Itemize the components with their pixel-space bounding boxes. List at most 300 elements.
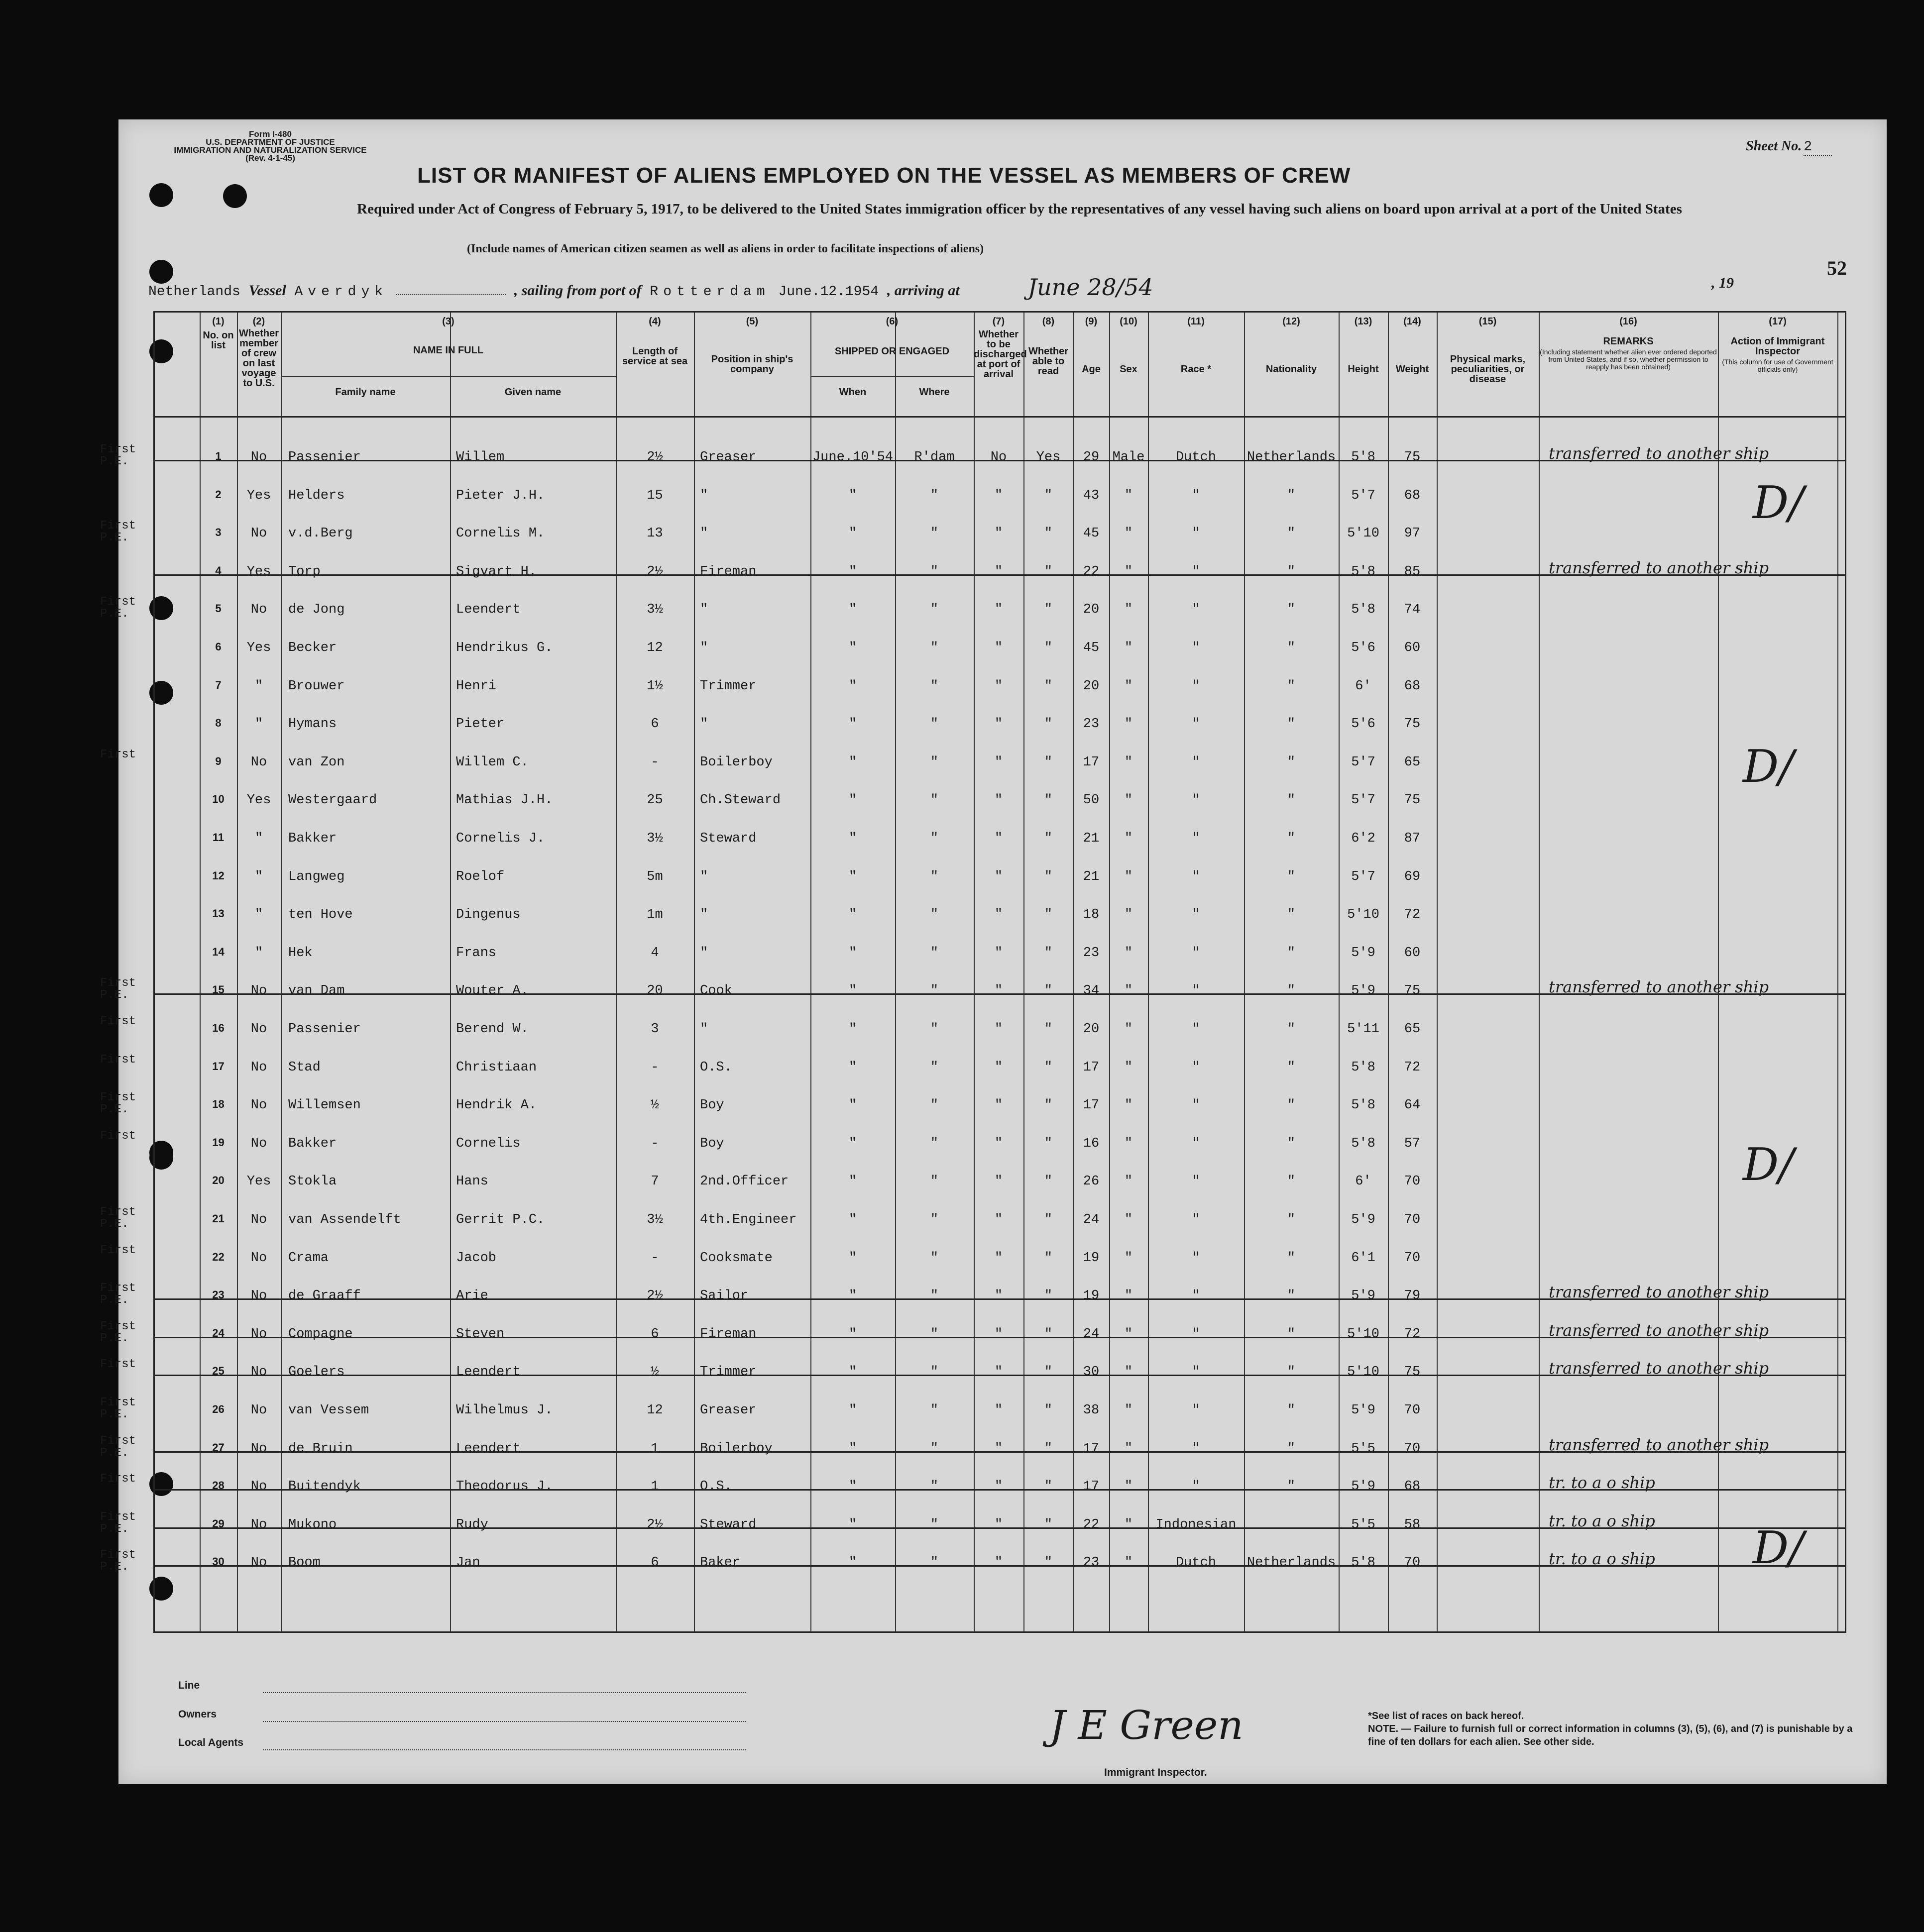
cell-service: 6 [651, 717, 659, 732]
cell-sex: " [1124, 1022, 1133, 1037]
cell-position: " [700, 526, 708, 541]
cell-race: " [1192, 754, 1200, 770]
cell-read: " [1044, 1174, 1053, 1189]
cell-given: Hendrik A. [456, 1098, 537, 1113]
cell-race: " [1192, 564, 1200, 579]
port-of-entry-note: First P.E. [100, 443, 136, 468]
cell-remarks: tr. to a o ship [1549, 1473, 1655, 1493]
cell-race: " [1192, 1441, 1200, 1456]
port-of-entry-note: First P.E. [100, 1091, 136, 1117]
cell-family: Brouwer [288, 678, 345, 694]
cell-weight: 70 [1404, 1441, 1421, 1456]
table-row [100, 1051, 1845, 1089]
cell-weight: 70 [1404, 1174, 1421, 1189]
cell-race: " [1192, 1022, 1200, 1037]
cell-discharged: " [994, 1060, 1003, 1075]
table-row [100, 1432, 1845, 1470]
cell-position: Baker [700, 1555, 741, 1571]
table-row [100, 593, 1845, 631]
cell-given: Sigvart H. [456, 564, 537, 579]
cell-no: 9 [215, 754, 222, 767]
cell-discharged: " [994, 717, 1003, 732]
port-of-entry-note: First [100, 748, 136, 761]
cell-nationality: " [1287, 1136, 1296, 1151]
cell-prev: Yes [246, 641, 271, 655]
cell-when: " [848, 869, 857, 884]
cell-family: Crama [288, 1250, 329, 1266]
cell-when: " [848, 1098, 857, 1113]
cell-read: " [1044, 717, 1053, 732]
cell-service: 7 [651, 1174, 659, 1189]
cell-family: Passenier [288, 1022, 361, 1037]
cell-no: 23 [212, 1288, 225, 1301]
cell-age: 19 [1083, 1250, 1100, 1266]
cell-sex: " [1124, 1212, 1133, 1227]
col-header-weight: (14) Weight [1395, 316, 1429, 375]
cell-where: " [930, 1136, 939, 1151]
cell-family: Langweg [288, 869, 345, 884]
cell-service: 15 [647, 488, 663, 503]
cell-discharged: " [994, 831, 1003, 846]
cell-height: 5'6 [1351, 717, 1375, 732]
cell-age: 30 [1083, 1365, 1100, 1380]
port-of-entry-note: First P.E. [100, 1434, 136, 1460]
table-row [100, 1508, 1845, 1546]
cell-read: " [1044, 754, 1053, 770]
port-of-entry-note: First P.E. [100, 1510, 136, 1536]
cell-given: Pieter [456, 717, 505, 732]
cell-position: " [700, 1022, 708, 1037]
cell-family: v.d.Berg [288, 526, 353, 541]
cell-given: Wouter A. [456, 983, 529, 999]
cell-position: Fireman [700, 1326, 757, 1342]
table-row [100, 1242, 1845, 1280]
cell-sex: " [1124, 602, 1133, 618]
cell-sex: " [1124, 945, 1133, 961]
cell-race: " [1192, 1288, 1200, 1304]
footer-line-label: Line [178, 1680, 200, 1691]
cell-nationality: " [1287, 602, 1296, 618]
cell-discharged: " [994, 602, 1003, 618]
cell-service: - [651, 1136, 659, 1151]
cell-service: 12 [647, 641, 663, 655]
cell-height: 5'8 [1351, 1060, 1375, 1075]
table-row [155, 1165, 1845, 1203]
cell-race: " [1192, 678, 1200, 694]
cell-given: Theodorus J. [456, 1479, 553, 1495]
cell-service: 12 [647, 1403, 663, 1418]
cell-age: 43 [1083, 488, 1100, 503]
cell-family: Stokla [288, 1174, 337, 1189]
cell-prev: No [250, 754, 267, 770]
cell-position: Boilerboy [700, 1441, 773, 1456]
cell-where: " [930, 1365, 939, 1380]
cell-when: " [848, 1250, 857, 1266]
cell-prev: No [250, 1098, 267, 1113]
cell-discharged: " [994, 945, 1003, 961]
cell-service: 2½ [647, 450, 663, 465]
cell-when: " [848, 717, 857, 732]
cell-read: " [1044, 945, 1053, 961]
cell-where: " [930, 754, 939, 770]
cell-nationality: " [1287, 1288, 1296, 1304]
arrival-handwritten: June 28/54 [1027, 274, 1153, 301]
col-header-name: (3) NAME IN FULL [413, 316, 484, 356]
cell-service: 6 [651, 1555, 659, 1571]
cell-nationality: " [1287, 717, 1296, 732]
service-name: IMMIGRATION AND NATURALIZATION SERVICE [174, 145, 367, 155]
cell-sex: " [1124, 907, 1133, 923]
cell-where: " [930, 526, 939, 541]
cell-no: 2 [215, 488, 222, 501]
cell-read: " [1044, 602, 1053, 618]
cell-where: " [930, 1479, 939, 1495]
cell-weight: 74 [1404, 602, 1421, 618]
cell-given: Henri [456, 678, 497, 694]
cell-weight: 75 [1404, 450, 1421, 465]
cell-where: " [930, 488, 939, 503]
cell-family: Westergaard [288, 793, 377, 808]
cell-weight: 64 [1404, 1098, 1421, 1113]
cell-remarks: transferred to another ship [1549, 1320, 1769, 1340]
cell-weight: 68 [1404, 488, 1421, 503]
strike-through-line [155, 993, 1845, 995]
cell-height: 5'8 [1351, 602, 1375, 618]
cell-given: Cornelis M. [456, 526, 545, 541]
cell-prev: No [250, 526, 267, 541]
strike-through-line [155, 1527, 1845, 1529]
cell-age: 20 [1083, 1022, 1100, 1037]
cell-read: " [1044, 907, 1053, 923]
cell-service: 1 [651, 1441, 659, 1456]
col-header-family-name: Family name [335, 387, 396, 398]
cell-service: ½ [651, 1365, 659, 1380]
cell-no: 20 [212, 1174, 225, 1187]
table-row [100, 1089, 1845, 1127]
year-label: , 19 [1711, 275, 1734, 291]
cell-no: 16 [212, 1022, 225, 1034]
cell-sex: " [1124, 983, 1133, 999]
cell-read: " [1044, 1022, 1053, 1037]
cell-age: 24 [1083, 1326, 1100, 1342]
cell-no: 13 [212, 907, 225, 920]
strike-through-line [155, 1489, 1845, 1491]
cell-weight: 68 [1404, 1479, 1421, 1495]
cell-height: 5'8 [1351, 450, 1375, 465]
port-of-entry-note: First P.E. [100, 519, 136, 545]
cell-when: " [848, 907, 857, 923]
cell-height: 5'8 [1351, 1098, 1375, 1113]
cell-given: Jan [456, 1555, 480, 1571]
cell-position: Greaser [700, 450, 757, 465]
cell-nationality: " [1287, 1212, 1296, 1227]
col-header-shipped: (6) SHIPPED OR ENGAGED [834, 316, 950, 357]
cell-family: Willemsen [288, 1098, 361, 1113]
cell-nationality: " [1287, 1250, 1296, 1266]
cell-remarks: tr. to a o ship [1549, 1549, 1655, 1569]
table-row [100, 1280, 1845, 1317]
inspector-signature: J E Green [1049, 1702, 1244, 1748]
cell-height: 6'2 [1351, 831, 1375, 846]
cell-given: Frans [456, 945, 497, 961]
cell-family: Becker [288, 641, 337, 655]
cell-family: van Assendelft [288, 1212, 401, 1227]
cell-age: 23 [1083, 945, 1100, 961]
cell-age: 19 [1083, 1288, 1100, 1304]
cell-race: " [1192, 526, 1200, 541]
cell-family: Helders [288, 488, 345, 503]
cell-nationality: " [1287, 526, 1296, 541]
cell-family: de Bruin [288, 1441, 353, 1456]
cell-race: " [1192, 1174, 1200, 1189]
cell-nationality: " [1287, 1326, 1296, 1342]
cell-given: Cornelis J. [456, 831, 545, 846]
footer-owners-label: Owners [178, 1709, 217, 1720]
col-header-sex: (10) Sex [1120, 316, 1137, 375]
cell-weight: 60 [1404, 945, 1421, 961]
cell-discharged: " [994, 1365, 1003, 1380]
cell-service: - [651, 1060, 659, 1075]
cell-sex: " [1124, 1288, 1133, 1304]
cell-prev: " [254, 907, 263, 923]
cell-family: Boom [288, 1555, 321, 1571]
sheet-number-value: 2 [1804, 139, 1832, 156]
cell-no: 26 [212, 1403, 225, 1415]
cell-when: " [848, 983, 857, 999]
cell-position: 4th.Engineer [700, 1212, 797, 1227]
cell-age: 26 [1083, 1174, 1100, 1189]
cell-no: 15 [212, 983, 225, 996]
cell-prev: " [254, 869, 263, 884]
col-header-read: (8) Whether able to read [1028, 316, 1068, 377]
col-header-nationality: (12) Nationality [1265, 316, 1317, 375]
cell-family: de Jong [288, 602, 345, 618]
cell-position: " [700, 717, 708, 732]
cell-given: Jacob [456, 1250, 497, 1266]
col-header-age: (9) Age [1082, 316, 1101, 375]
cell-where: " [930, 1250, 939, 1266]
cell-given: Mathias J.H. [456, 793, 553, 808]
table-row [100, 974, 1845, 1012]
cell-race: " [1192, 1136, 1200, 1151]
cell-height: 5'7 [1351, 793, 1375, 808]
cell-prev: No [250, 450, 267, 465]
cell-height: 5'7 [1351, 869, 1375, 884]
port-of-entry-note: First P.E. [100, 976, 136, 1002]
cell-service: 3½ [647, 602, 663, 618]
cell-age: 23 [1083, 1555, 1100, 1571]
cell-where: " [930, 717, 939, 732]
cell-sex: " [1124, 1403, 1133, 1418]
cell-no: 28 [212, 1479, 225, 1492]
cell-read: " [1044, 1060, 1053, 1075]
cell-nationality: " [1287, 831, 1296, 846]
cell-discharged: " [994, 526, 1003, 541]
cell-sex: " [1124, 678, 1133, 694]
cell-when: " [848, 1403, 857, 1418]
cell-nationality: " [1287, 678, 1296, 694]
sheet-number [1746, 138, 1832, 155]
cell-prev: No [250, 602, 267, 618]
cell-race: " [1192, 1479, 1200, 1495]
port-of-entry-note: First P.E. [100, 1548, 136, 1574]
cell-prev: No [250, 1517, 267, 1532]
punch-hole [149, 183, 173, 207]
cell-given: Pieter J.H. [456, 488, 545, 503]
cell-position: Boy [700, 1098, 724, 1113]
page-number: 52 [1827, 257, 1847, 279]
cell-sex: " [1124, 1250, 1133, 1266]
cell-discharged: " [994, 1403, 1003, 1418]
cell-when: " [848, 1060, 857, 1075]
cell-position: Steward [700, 831, 757, 846]
cell-prev: No [250, 1441, 267, 1456]
cell-discharged: " [994, 1098, 1003, 1113]
cell-given: Willem C. [456, 754, 529, 770]
cell-race: " [1192, 945, 1200, 961]
cell-family: van Zon [288, 754, 345, 770]
cell-no: 17 [212, 1060, 225, 1073]
cell-position: " [700, 602, 708, 618]
cell-no: 27 [212, 1441, 225, 1454]
cell-family: Bakker [288, 831, 337, 846]
cell-discharged: " [994, 983, 1003, 999]
cell-sex: " [1124, 1136, 1133, 1151]
cell-race: " [1192, 793, 1200, 808]
cell-where: " [930, 1174, 939, 1189]
cell-given: Steven [456, 1326, 505, 1342]
cell-prev: No [250, 1250, 267, 1266]
table-row [100, 1318, 1845, 1356]
table-row [155, 822, 1845, 860]
cell-read: " [1044, 1365, 1053, 1380]
vessel-label: Vessel [248, 282, 286, 299]
cell-no: 12 [212, 869, 225, 882]
cell-race: " [1192, 1403, 1200, 1418]
cell-weight: 75 [1404, 1365, 1421, 1380]
footer-notes [1368, 1710, 1866, 1748]
cell-sex: " [1124, 1174, 1133, 1189]
cell-no: 8 [215, 717, 222, 730]
cell-prev: No [250, 983, 267, 999]
cell-discharged: " [994, 641, 1003, 655]
cell-service: 1½ [647, 678, 663, 694]
cell-age: 22 [1083, 1517, 1100, 1532]
cell-nationality: " [1287, 754, 1296, 770]
cell-remarks: tr. to a o ship [1549, 1511, 1655, 1530]
cell-position: Cooksmate [700, 1250, 773, 1266]
cell-where: " [930, 678, 939, 694]
cell-read: " [1044, 641, 1053, 655]
cell-nationality: " [1287, 1403, 1296, 1418]
cell-weight: 70 [1404, 1555, 1421, 1571]
cell-age: 45 [1083, 526, 1100, 541]
cell-nationality: " [1287, 907, 1296, 923]
cell-sex: " [1124, 1479, 1133, 1495]
cell-nationality: " [1287, 983, 1296, 999]
cell-family: ten Hove [288, 907, 353, 923]
cell-nationality: " [1287, 641, 1296, 655]
cell-when: " [848, 641, 857, 655]
form-header-block [166, 130, 375, 162]
inspector-mark: D/ [1753, 477, 1804, 529]
cell-nationality: " [1287, 1174, 1296, 1189]
cell-given: Arie [456, 1288, 488, 1304]
cell-family: Goelers [288, 1365, 345, 1380]
cell-weight: 87 [1404, 831, 1421, 846]
cell-given: Wilhelmus J. [456, 1403, 553, 1418]
cell-nationality: " [1287, 1479, 1296, 1495]
cell-read: " [1044, 1288, 1053, 1304]
cell-age: 17 [1083, 1479, 1100, 1495]
cell-discharged: " [994, 564, 1003, 579]
table-row [100, 1470, 1845, 1508]
cell-when: " [848, 1441, 857, 1456]
cell-remarks: transferred to another ship [1549, 1435, 1769, 1454]
cell-when: " [848, 1136, 857, 1151]
cell-nationality: " [1287, 945, 1296, 961]
cell-position: 2nd.Officer [700, 1174, 789, 1189]
strike-through-line [155, 1298, 1845, 1300]
include-note: (Include names of American citizen seamen as well as aliens in order to facilitate inspections of aliens) [467, 242, 984, 255]
port-of-entry-note: First P.E. [100, 1205, 136, 1231]
cell-age: 16 [1083, 1136, 1100, 1151]
cell-discharged: " [994, 1479, 1003, 1495]
cell-read: " [1044, 1326, 1053, 1342]
cell-discharged: " [994, 488, 1003, 503]
vessel-line [148, 274, 1153, 301]
cell-sex: " [1124, 1365, 1133, 1380]
cell-race: " [1192, 602, 1200, 618]
cell-weight: 69 [1404, 869, 1421, 884]
cell-position: Sailor [700, 1288, 749, 1304]
cell-race: " [1192, 1212, 1200, 1227]
cell-race: " [1192, 1326, 1200, 1342]
cell-family: Hymans [288, 717, 337, 732]
col-header-race: (11) Race * [1180, 316, 1212, 375]
cell-nationality: " [1287, 793, 1296, 808]
table-row [100, 1546, 1845, 1584]
cell-family: Hek [288, 945, 313, 961]
cell-sex: Male [1112, 450, 1145, 465]
cell-sex: " [1124, 1060, 1133, 1075]
cell-family: van Dam [288, 983, 345, 999]
cell-age: 21 [1083, 869, 1100, 884]
cell-discharged: " [994, 1136, 1003, 1151]
port-of-entry-note: First P.E. [100, 595, 136, 621]
cell-where: " [930, 1403, 939, 1418]
cell-age: 17 [1083, 754, 1100, 770]
strike-through-line [155, 1375, 1845, 1376]
cell-weight: 65 [1404, 754, 1421, 770]
strike-through-line [155, 460, 1845, 461]
cell-where: R'dam [914, 450, 955, 465]
cell-position: Ch.Steward [700, 793, 781, 808]
col-header-given-name: Given name [504, 387, 562, 398]
cell-sex: " [1124, 1326, 1133, 1342]
cell-nationality: " [1287, 564, 1296, 579]
col-header-height: (13) Height [1348, 316, 1379, 375]
cell-where: " [930, 1517, 939, 1532]
strike-through-line [155, 1451, 1845, 1453]
cell-nationality: " [1287, 1365, 1296, 1380]
col-header-inspector-action: (17) Action of Immigrant Inspector (This column for use of Government officials only) [1722, 316, 1833, 373]
cell-read: " [1044, 1441, 1053, 1456]
cell-discharged: " [994, 1517, 1003, 1532]
cell-prev: No [250, 1365, 267, 1380]
table-row [155, 555, 1845, 593]
cell-given: Gerrit P.C. [456, 1212, 545, 1227]
